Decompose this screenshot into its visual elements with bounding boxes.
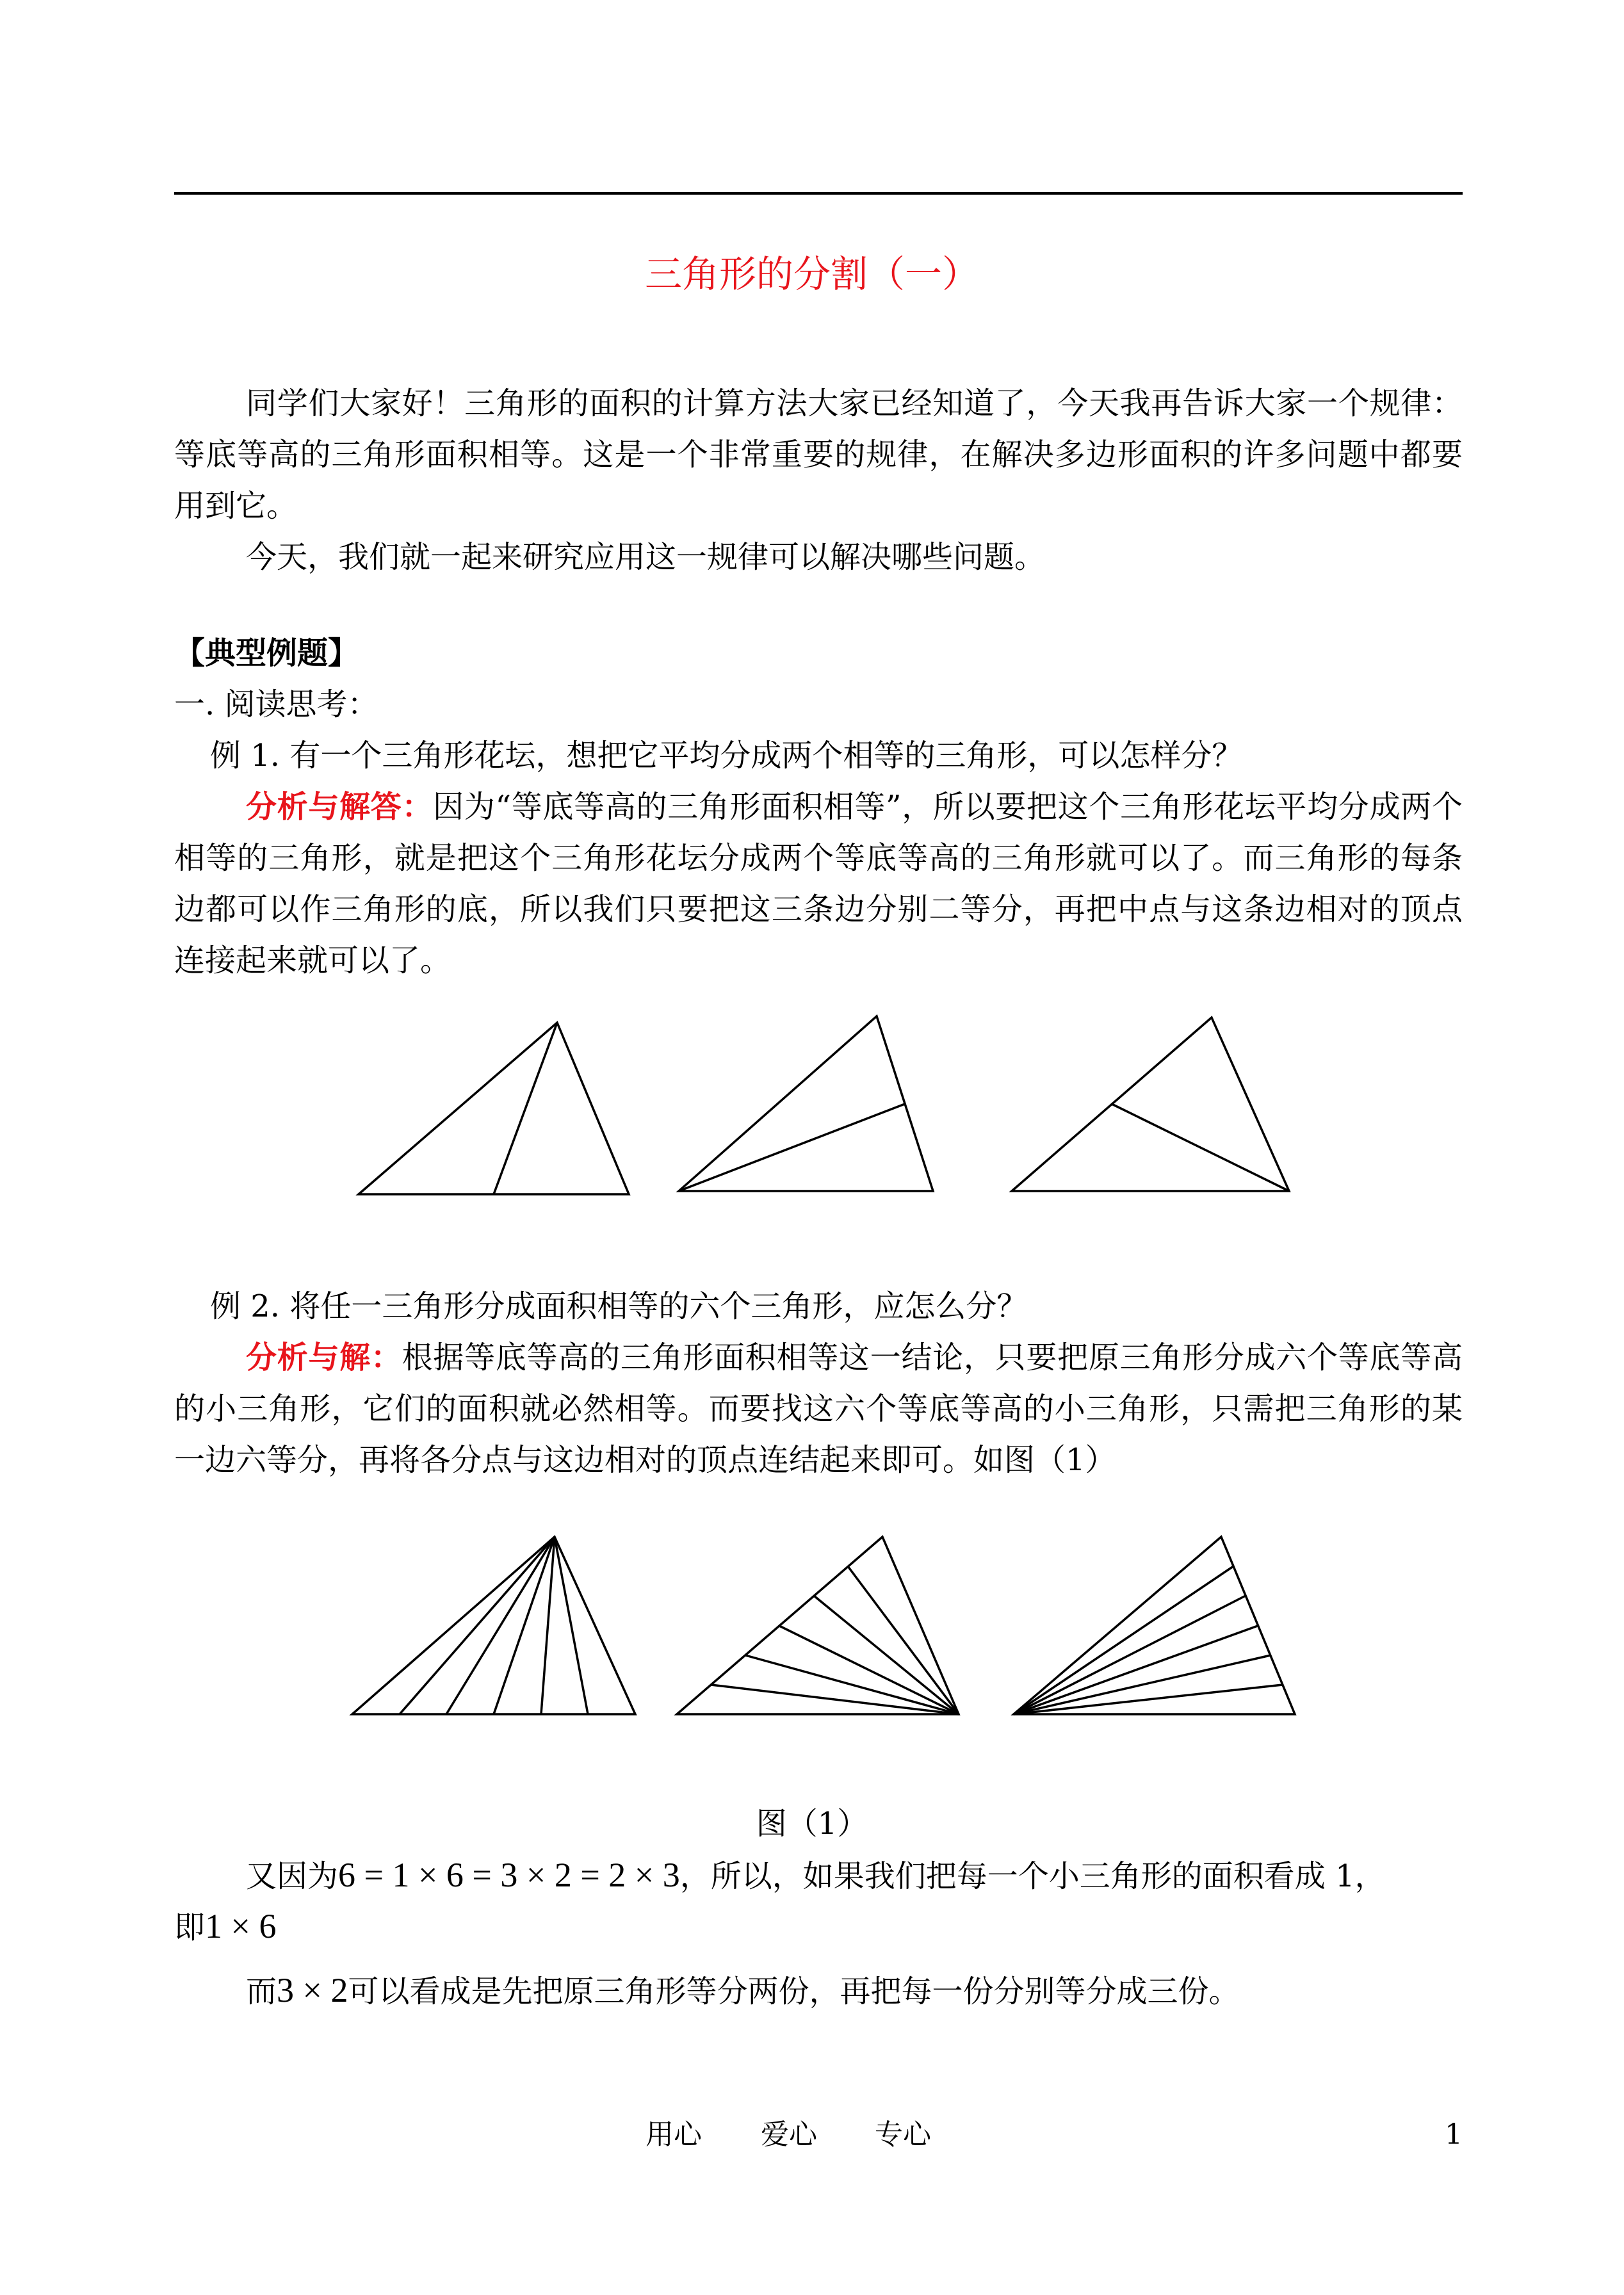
- division-line: [814, 1596, 959, 1714]
- equation-line-2-pre: 即: [174, 1910, 206, 1945]
- footer-item-3: 专心: [875, 2118, 931, 2151]
- division-line: [745, 1655, 959, 1714]
- equation-line-3: [174, 1965, 1463, 2017]
- division-line: [541, 1537, 555, 1714]
- division-line: [711, 1685, 959, 1714]
- division-line: [1014, 1566, 1233, 1714]
- equation-line-1-post: ，所以，如果我们把每一个小三角形的面积看成 1，: [679, 1858, 1386, 1894]
- section-heading: 【典型例题】: [174, 635, 359, 671]
- equation-1: 6 = 1 × 6 = 3 × 2 = 2 × 3: [338, 1856, 680, 1894]
- example-1-analysis-label: 分析与解答：: [246, 789, 434, 825]
- division-line: [779, 1626, 959, 1714]
- equation-line-2: [174, 1901, 1463, 1953]
- division-line: [555, 1537, 588, 1714]
- sub-heading: 一. 阅读思考：: [174, 686, 378, 722]
- example-2-question: 例 2. 将任一三角形分成面积相等的六个三角形，应怎么分？: [210, 1288, 1028, 1324]
- triangle-2a: [352, 1537, 635, 1714]
- footer-item-1: 用心: [646, 2118, 702, 2151]
- equation-3: 3 × 2: [277, 1971, 348, 2009]
- triangle-2b: [677, 1537, 959, 1714]
- example-2-analysis-body: 根据等底等高的三角形面积相等这一结论，只要把原三角形分成六个等底等高的小三角形，它们的面积就必然相等。而要找这六个等底等高的小三角形，只需把三角形的某一边六等分，再将各分点与这边相对的顶点连结起来即可。如图（1）: [174, 1340, 1463, 1478]
- equation-line-3-post: 可以看成是先把原三角形等分两份，再把每一份分别等分成三份。: [348, 1974, 1240, 2009]
- footer-item-2: 爱心: [761, 2118, 817, 2151]
- division-line: [400, 1537, 555, 1714]
- intro-paragraph-2: 今天，我们就一起来研究应用这一规律可以解决哪些问题。: [246, 539, 1046, 575]
- division-line: [848, 1566, 959, 1714]
- page-number: 1: [1445, 2118, 1463, 2151]
- division-line: [1014, 1596, 1246, 1714]
- equation-line-1-pre: 又因为: [246, 1858, 339, 1894]
- example-1-analysis-body: 因为“等底等高的三角形面积相等”，所以要把这个三角形花坛平均分成两个相等的三角形，就是把这个三角形花坛分成两个等底等高的三角形就可以了。而三角形的每条边都可以作三角形的底，所以我们只要把这三条边分别二等分，再把中点与这条边相对的顶点连接起来就可以了。: [174, 789, 1463, 978]
- equation-line-3-pre: 而: [246, 1974, 277, 2009]
- example-2-analysis-label: 分析与解：: [246, 1340, 402, 1375]
- equation-line-1: [174, 1849, 1463, 1902]
- equation-2: 1 × 6: [205, 1907, 277, 1945]
- example-1-question: 例 1. 有一个三角形花坛，想把它平均分成两个相等的三角形，可以怎样分？: [210, 738, 1243, 774]
- division-line: [446, 1537, 555, 1714]
- page-title: 三角形的分割（一）: [644, 252, 979, 296]
- intro-paragraph-1: 同学们大家好！三角形的面积的计算方法大家已经知道了，今天我再告诉大家一个规律：等底等高的三角形面积相等。这是一个非常重要的规律，在解决多边形面积的许多问题中都要用到它。: [174, 385, 1463, 524]
- division-line: [1014, 1655, 1271, 1714]
- figure-caption: 图（1）: [756, 1806, 868, 1842]
